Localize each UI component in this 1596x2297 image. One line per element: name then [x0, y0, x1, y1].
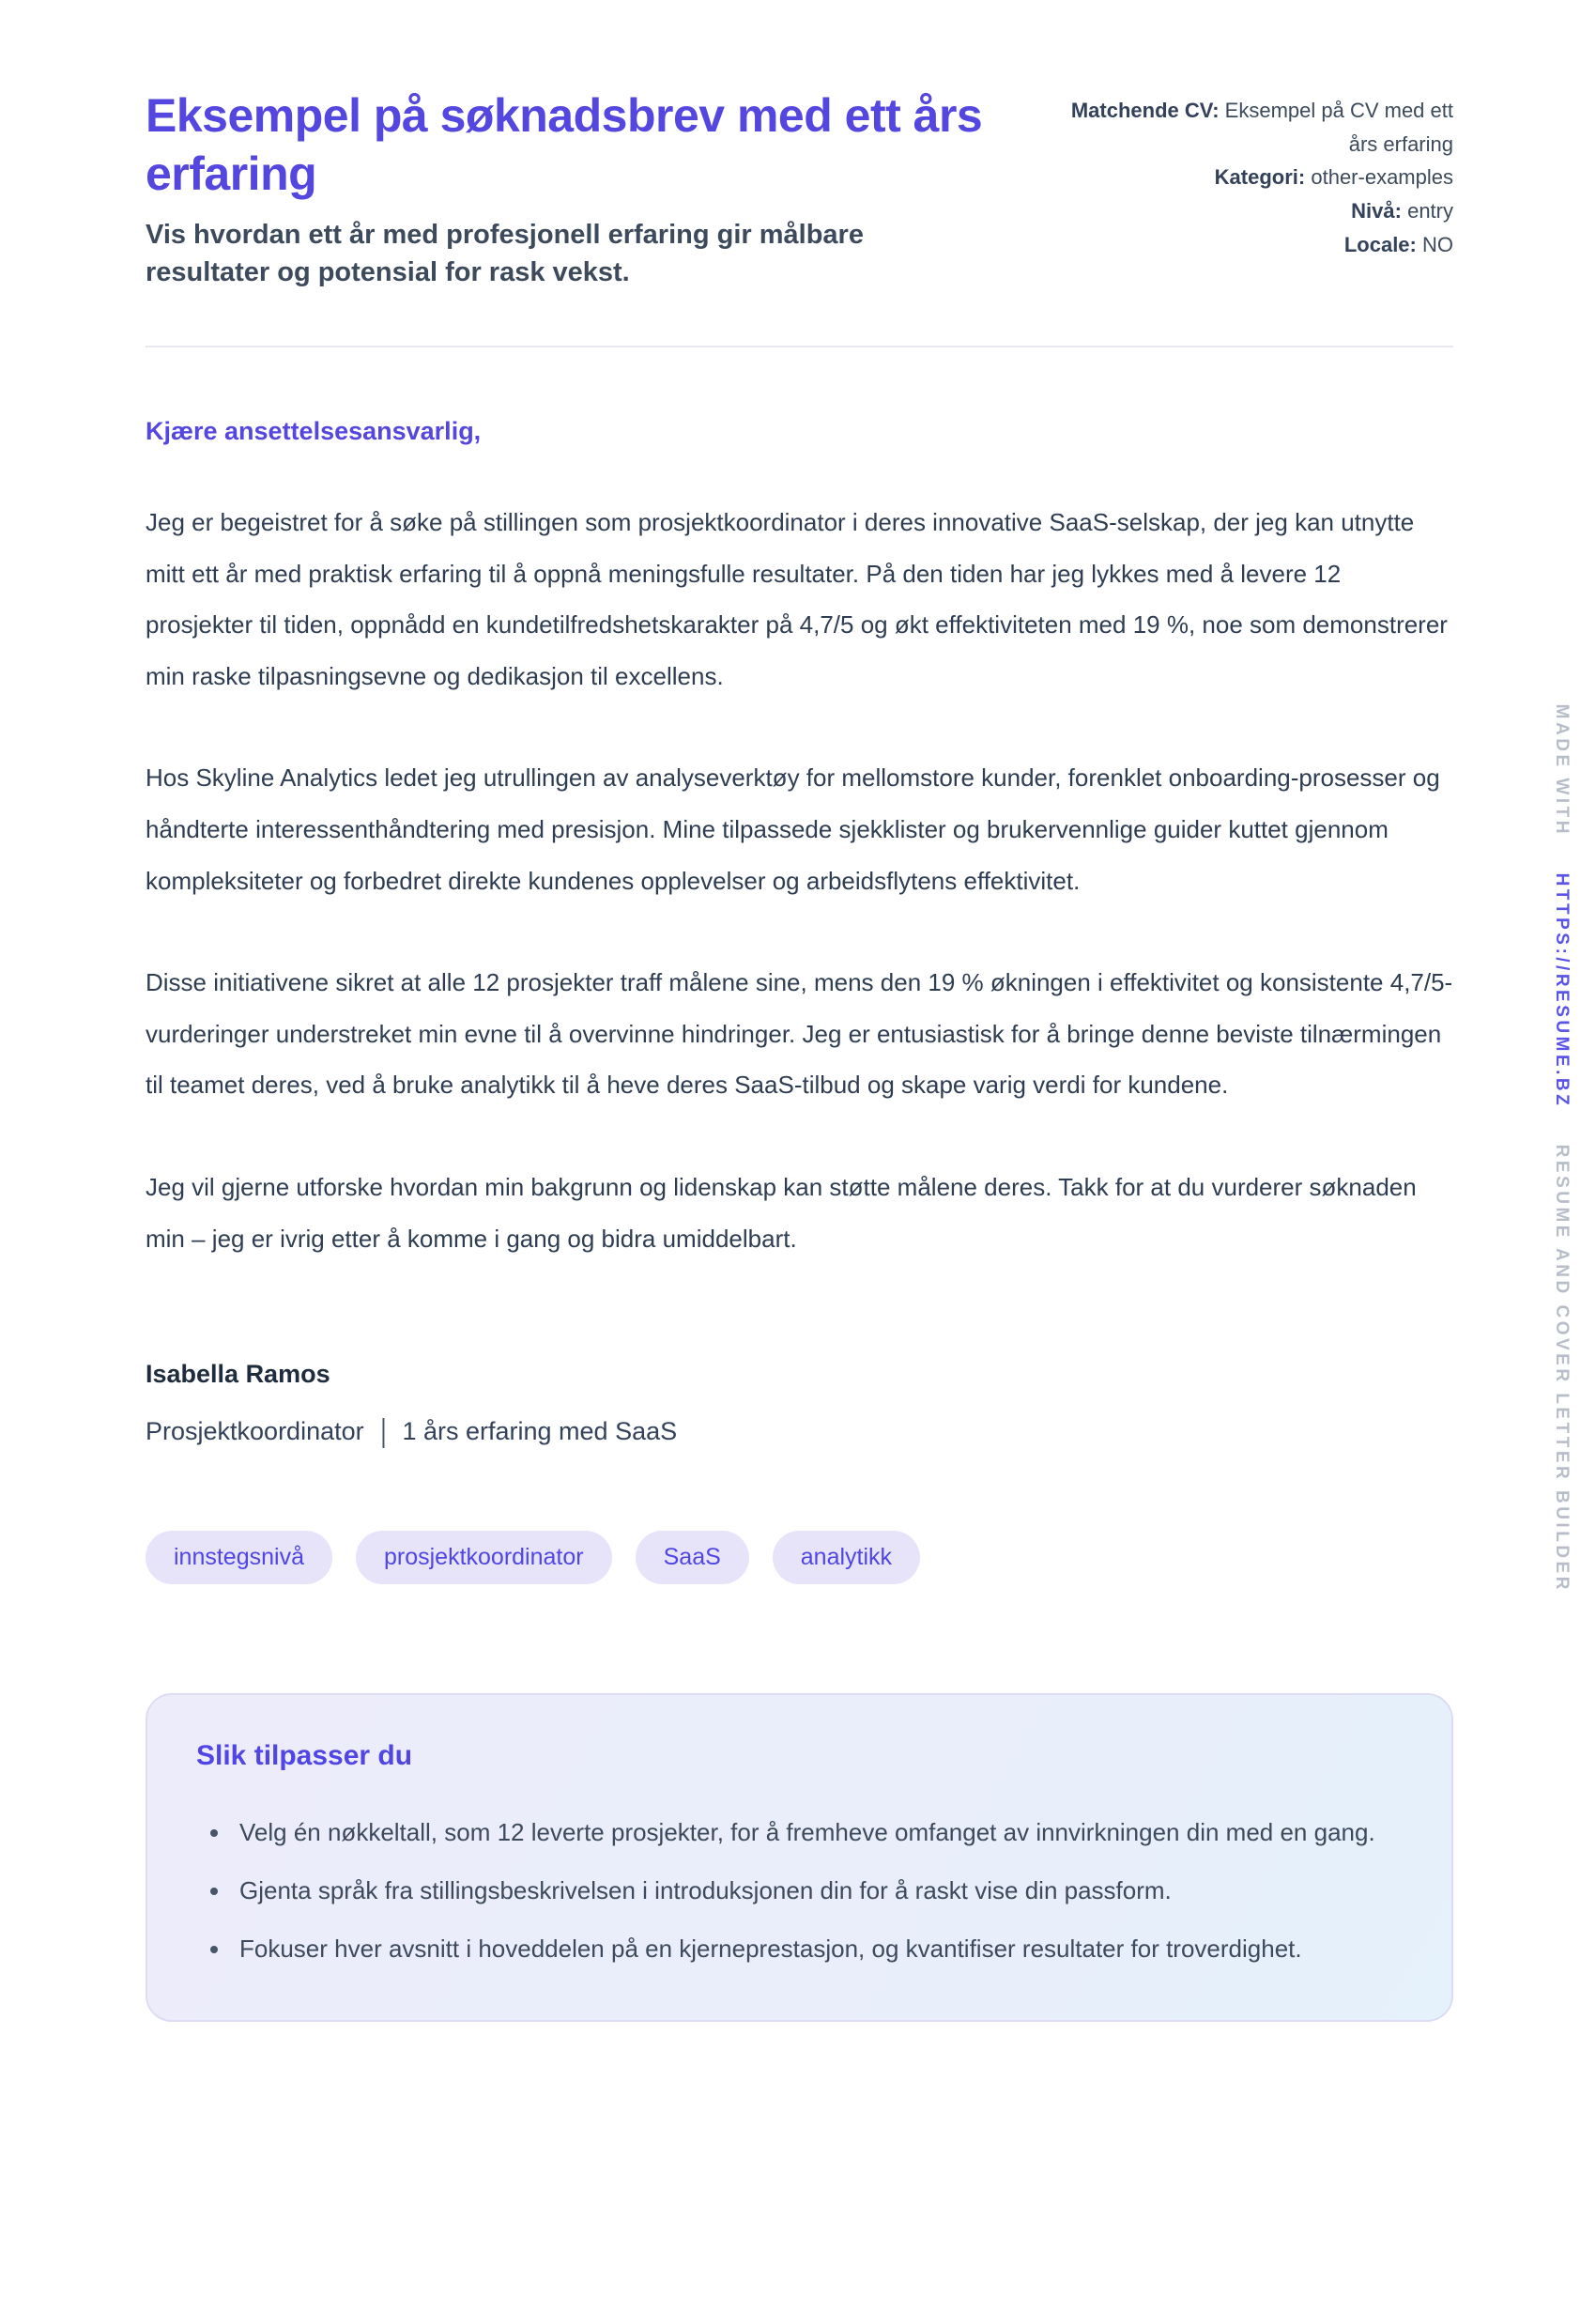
tip-item-1: • Velg én nøkkeltall, som 12 leverte prosjekter, for å fremheve omfanget av innvirkningen din med en gang.: [232, 1808, 1403, 1857]
tag-project-coordinator: prosjektkoordinator: [356, 1531, 612, 1584]
letter-paragraph-4: Jeg vil gjerne utforske hvordan min bakgrunn og lidenskap kan støtte målene deres. Takk for at du vurderer søknaden min – jeg er ivrig etter å komme i gang og bidra umiddelbart.: [146, 1172, 1417, 1253]
tips-list: [196, 1808, 1403, 1973]
tag-saas: SaaS: [636, 1531, 749, 1584]
meta-locale-label: Locale:: [1343, 232, 1417, 256]
meta-level-value: entry: [1407, 198, 1453, 223]
meta-block: [1059, 86, 1453, 291]
signature-experience: 1 års erfaring med SaaS: [402, 1417, 678, 1446]
signature-role-line: [146, 1413, 1453, 1450]
header-divider: [146, 346, 1453, 347]
signature-name: Isabella Ramos: [146, 1360, 330, 1389]
letter-paragraph-1: Jeg er begeistret for å søke på stillingen som prosjektkoordinator i deres innovative SaaS-selskap, der jeg kan utnytte mitt ett år med praktisk erfaring til å oppnå meningsfulle resultater. På den tiden har jeg lykkes med å levere 12 prosjekter til tiden, oppnådd en kundetilfredshetskarakter på 4,7/5 og økt effektiviteten med 19 %, noe som demonstrerer min raske tilpasningsevne og dedikasjon til excellens.: [146, 508, 1448, 690]
page-title: Eksempel på søknadsbrev med ett års erfaring: [146, 89, 983, 200]
tag-analytics: analytikk: [773, 1531, 920, 1584]
watermark-url-link[interactable]: HTTPS://RESUME.BZ: [1552, 872, 1572, 1109]
meta-category-label: Kategori:: [1214, 165, 1306, 190]
letter-paragraph-3: Disse initiativene sikret at alle 12 prosjekter traff målene sine, mens den 19 % økningen i effektivitet og konsistente 4,7/5-vurderinger understreket min evne til å overvinne hindringer. Jeg er entusiastisk for å bringe denne beviste tilnærmingen til teamet deres, ved å bruke analytikk til å heve deres SaaS-tilbud og skape varig verdi for kundene.: [146, 968, 1453, 1100]
watermark-tagline: RESUME AND COVER LETTER BUILDER: [1552, 1145, 1572, 1594]
meta-matching-cv-value: Eksempel på CV med ett års erfaring: [1224, 99, 1453, 156]
meta-level: [1059, 194, 1453, 228]
signature-role: Prosjektkoordinator: [146, 1417, 364, 1446]
letter-greeting: Kjære ansettelsesansvarlig,: [146, 417, 482, 446]
signature-block: [146, 1360, 1453, 1450]
meta-locale-value: NO: [1422, 232, 1453, 256]
watermark-made-with: MADE WITH: [1552, 703, 1572, 837]
tip-item-2: • Gjenta språk fra stillingsbeskrivelsen i introduksjonen din for å raskt vise din passform.: [232, 1866, 1403, 1915]
tip-item-3: • Fokuser hver avsnitt i hoveddelen på en kjerneprestasjon, og kvantifiser resultater for troverdighet.: [232, 1924, 1403, 1973]
meta-locale: [1059, 228, 1453, 262]
tips-card-title: Slik tilpasser du: [196, 1740, 413, 1772]
letter-body: [146, 417, 1453, 1264]
meta-level-label: Nivå:: [1351, 198, 1402, 223]
meta-category-value: other-examples: [1311, 165, 1453, 190]
side-watermark: [1551, 704, 1572, 1594]
meta-matching-cv: [1059, 94, 1453, 161]
letter-paragraph-2: Hos Skyline Analytics ledet jeg utrullingen av analyseverktøy for mellomstore kunder, forenklet onboarding-prosesser og håndterte interessenthåndtering med presisjon. Mine tilpassede sjekklister og brukervennlige guider kuttet gjennom kompleksiteter og forbedret direkte kundenes opplevelser og arbeidsflytens effektivitet.: [146, 763, 1440, 895]
tag-entry-level: innstegsnivå: [146, 1531, 332, 1584]
header-title-block: [146, 86, 995, 291]
meta-matching-cv-label: Matchende CV:: [1070, 99, 1220, 122]
role-separator: |: [379, 1413, 387, 1450]
meta-category: [1059, 161, 1453, 194]
page-header: [146, 86, 1453, 291]
tag-list: [146, 1531, 1453, 1584]
customization-tips-card: [146, 1693, 1453, 2022]
page-subtitle: Vis hvordan ett år med profesjonell erfaring gir målbare resultater og potensial for rask vekst.: [146, 220, 864, 288]
